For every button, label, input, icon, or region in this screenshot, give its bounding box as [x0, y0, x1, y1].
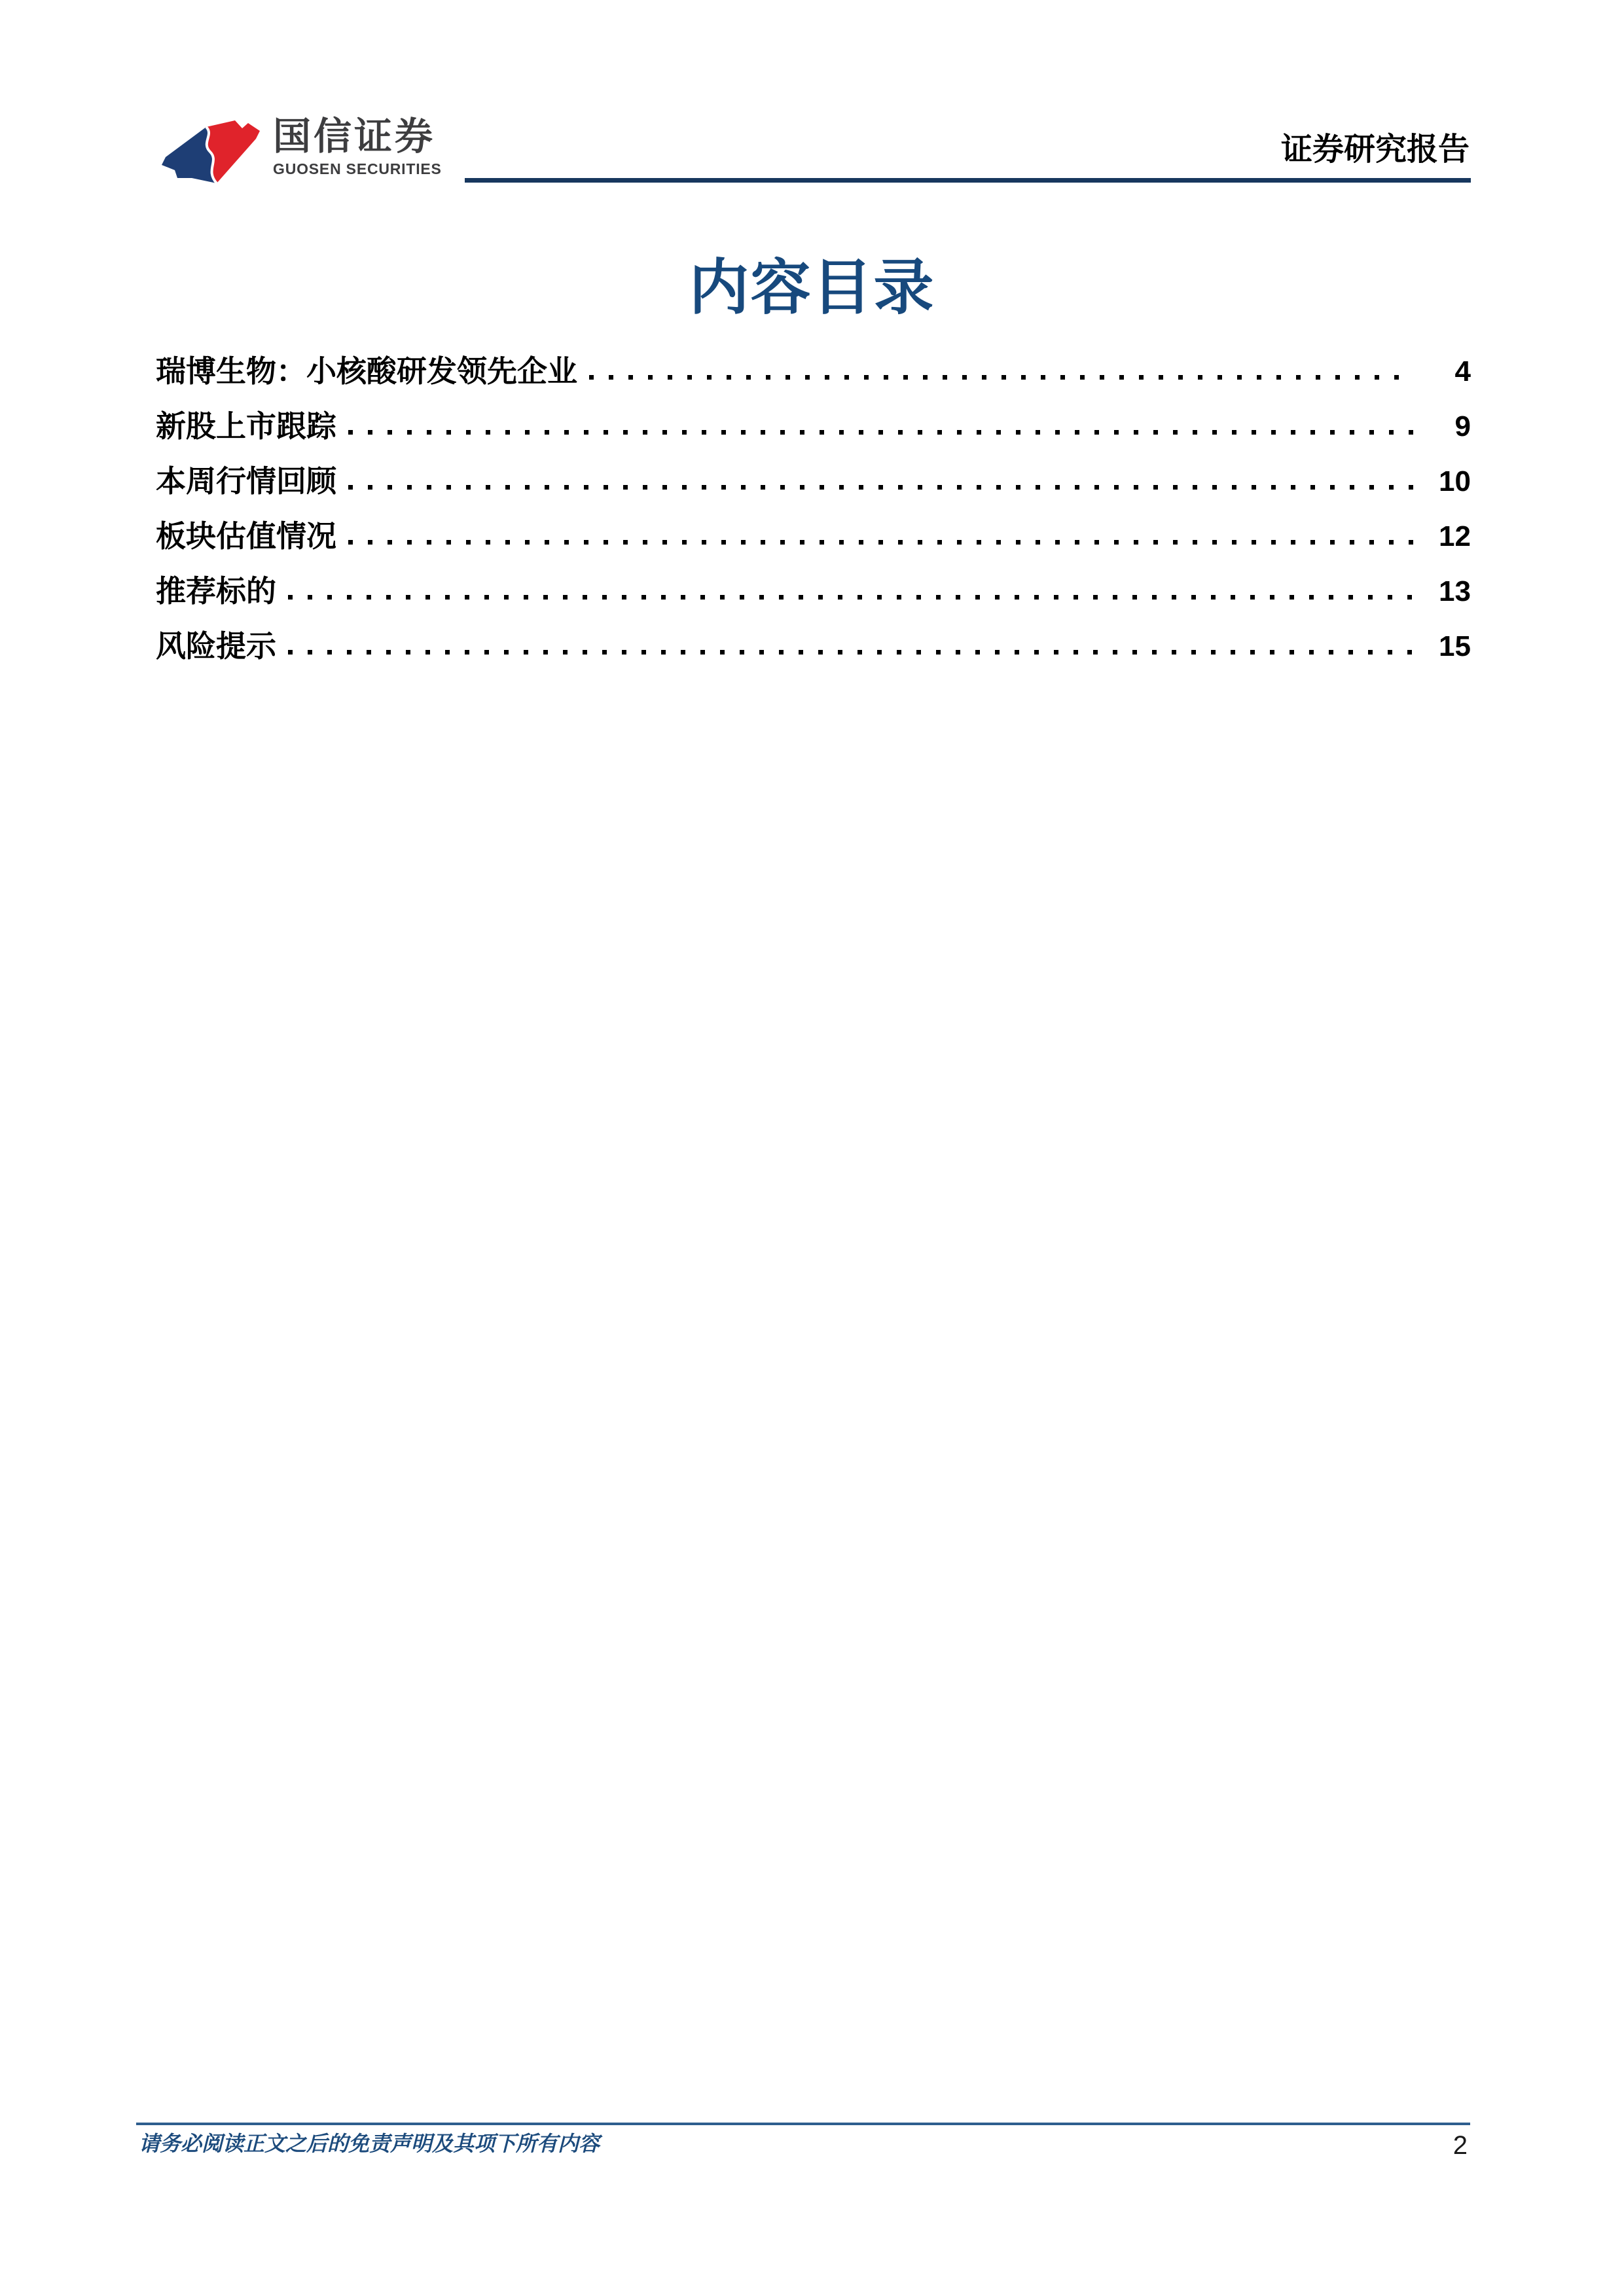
toc-entry-label: 本周行情回顾: [156, 464, 336, 498]
toc-entry-label: 推荐标的: [156, 574, 276, 608]
toc-page-number: 10: [1439, 465, 1471, 497]
toc-entry-label: 新股上市跟踪: [156, 409, 336, 443]
footer-page-number: 2: [1453, 2131, 1468, 2160]
logo-cn-text: 国信证券: [273, 115, 436, 158]
toc-page-number: 9: [1454, 410, 1471, 442]
footer-divider: [136, 2123, 1470, 2125]
dot-leader: [288, 595, 1413, 600]
toc-entry[interactable]: [156, 395, 1471, 450]
header-divider: [465, 178, 1471, 183]
footer-disclaimer: 请务必阅读正文之后的免责声明及其项下所有内容: [139, 2132, 600, 2155]
toc-title: 内容目录: [689, 255, 935, 321]
toc-page-number: 13: [1439, 575, 1471, 607]
guosen-logo-text: [273, 115, 442, 177]
logo-en-text: GUOSEN SECURITIES: [273, 160, 442, 177]
dot-leader: [348, 485, 1413, 490]
toc-entry[interactable]: [156, 615, 1471, 670]
toc-entry-label: 风险提示: [156, 629, 276, 663]
toc-entry[interactable]: [156, 450, 1471, 505]
toc-entry-label: 瑞博生物：小核酸研发领先企业: [156, 354, 577, 388]
report-type-label: 证券研究报告: [1280, 132, 1470, 167]
toc-entry[interactable]: [156, 560, 1471, 615]
dot-leader: [348, 430, 1413, 435]
dot-leader: [589, 375, 1413, 380]
toc-entry-label: 板块估值情况: [156, 519, 336, 553]
dot-leader: [348, 540, 1413, 545]
toc-entry[interactable]: [156, 505, 1471, 560]
guosen-logo: [159, 115, 442, 188]
toc-list: [156, 340, 1471, 670]
guosen-logo-icon: [159, 115, 264, 188]
dot-leader: [288, 650, 1413, 655]
toc-page-number: 15: [1439, 630, 1471, 662]
toc-page-number: 4: [1454, 355, 1471, 387]
toc-entry[interactable]: [156, 340, 1471, 395]
toc-page-number: 12: [1439, 520, 1471, 552]
